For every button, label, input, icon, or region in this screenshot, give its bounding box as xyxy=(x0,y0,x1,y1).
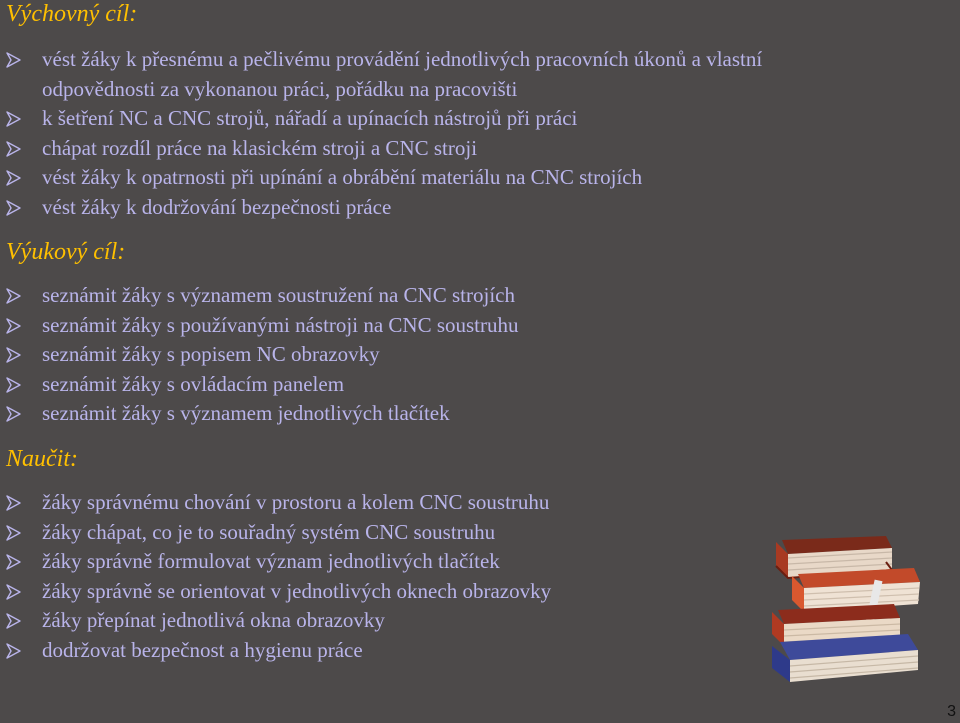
list-item xyxy=(0,281,760,311)
list-item xyxy=(0,45,763,75)
list-item-text: seznámit žáky s používanými nástroji na CNC soustruhu xyxy=(42,312,519,337)
list-item xyxy=(0,547,760,577)
list-item-text: dodržovat bezpečnost a hygienu práce xyxy=(42,637,363,662)
vychovny-cil-list xyxy=(0,45,763,223)
arrowhead-bullet-icon xyxy=(5,347,21,363)
arrowhead-bullet-icon xyxy=(5,141,21,157)
arrowhead-bullet-icon xyxy=(5,613,21,629)
list-item xyxy=(0,488,760,518)
list-item-text: seznámit žáky s popisem NC obrazovky xyxy=(42,342,380,367)
arrowhead-bullet-icon xyxy=(5,406,21,422)
arrowhead-bullet-icon xyxy=(5,584,21,600)
heading-vychovny-cil: Výchovný cíl: xyxy=(6,1,138,27)
arrowhead-bullet-icon xyxy=(5,288,21,304)
list-item xyxy=(0,311,760,341)
heading-vyukovy-cil: Výukový cíl: xyxy=(6,239,126,265)
arrowhead-bullet-icon xyxy=(5,495,21,511)
arrowhead-bullet-icon xyxy=(5,111,21,127)
list-item-text: žáky správně se orientovat v jednotlivých oknech obrazovky xyxy=(42,578,552,603)
arrowhead-bullet-icon xyxy=(5,52,21,68)
list-item-text: vést žáky k dodržování bezpečnosti práce xyxy=(42,194,392,219)
list-item-text: seznámit žáky s ovládacím panelem xyxy=(42,371,345,396)
arrowhead-bullet-icon xyxy=(5,554,21,570)
arrowhead-bullet-icon xyxy=(5,377,21,393)
list-item xyxy=(0,577,760,607)
list-item xyxy=(0,370,760,400)
list-item-text: žáky chápat, co je to souřadný systém CNC soustruhu xyxy=(42,519,496,544)
list-item-text: chápat rozdíl práce na klasickém stroji a CNC stroji xyxy=(42,135,478,160)
arrowhead-bullet-icon xyxy=(5,643,21,659)
list-item-text: žáky přepínat jednotlivá okna obrazovky xyxy=(42,608,385,633)
list-item-text: k šetření NC a CNC strojů, nářadí a upínacích nástrojů při práci xyxy=(42,106,578,131)
list-item xyxy=(0,193,760,223)
book-stack-icon xyxy=(768,534,928,684)
book-bottom xyxy=(772,634,918,682)
list-item-text: seznámit žáky s významem jednotlivých tlačítek xyxy=(42,401,450,426)
list-item-text: seznámit žáky s významem soustružení na CNC strojích xyxy=(42,283,515,307)
list-item xyxy=(0,163,760,193)
list-item-continuation xyxy=(0,75,760,105)
list-item-text: odpovědnosti za vykonanou práci, pořádku na pracovišti xyxy=(42,76,518,101)
heading-naucit: Naučit: xyxy=(6,446,78,472)
list-item xyxy=(0,606,760,636)
list-item xyxy=(0,399,760,429)
list-item xyxy=(0,134,760,164)
vyukovy-cil-list xyxy=(0,281,760,429)
list-item-text: žáky správně formulovat význam jednotlivých tlačítek xyxy=(42,549,500,574)
naucit-list xyxy=(0,488,760,666)
list-item-text: vést žáky k přesnému a pečlivému provádění jednotlivých pracovních úkonů a vlastní xyxy=(42,47,763,71)
arrowhead-bullet-icon xyxy=(5,318,21,334)
arrowhead-bullet-icon xyxy=(5,525,21,541)
list-item xyxy=(0,518,760,548)
list-item-text: vést žáky k opatrnosti při upínání a obrábění materiálu na CNC strojích xyxy=(42,165,643,190)
page-number: 3 xyxy=(947,703,956,720)
arrowhead-bullet-icon xyxy=(5,170,21,186)
list-item xyxy=(0,340,760,370)
list-item-text: žáky správnému chování v prostoru a kolem CNC soustruhu xyxy=(42,490,550,514)
list-item xyxy=(0,104,760,134)
arrowhead-bullet-icon xyxy=(5,200,21,216)
list-item xyxy=(0,636,760,666)
